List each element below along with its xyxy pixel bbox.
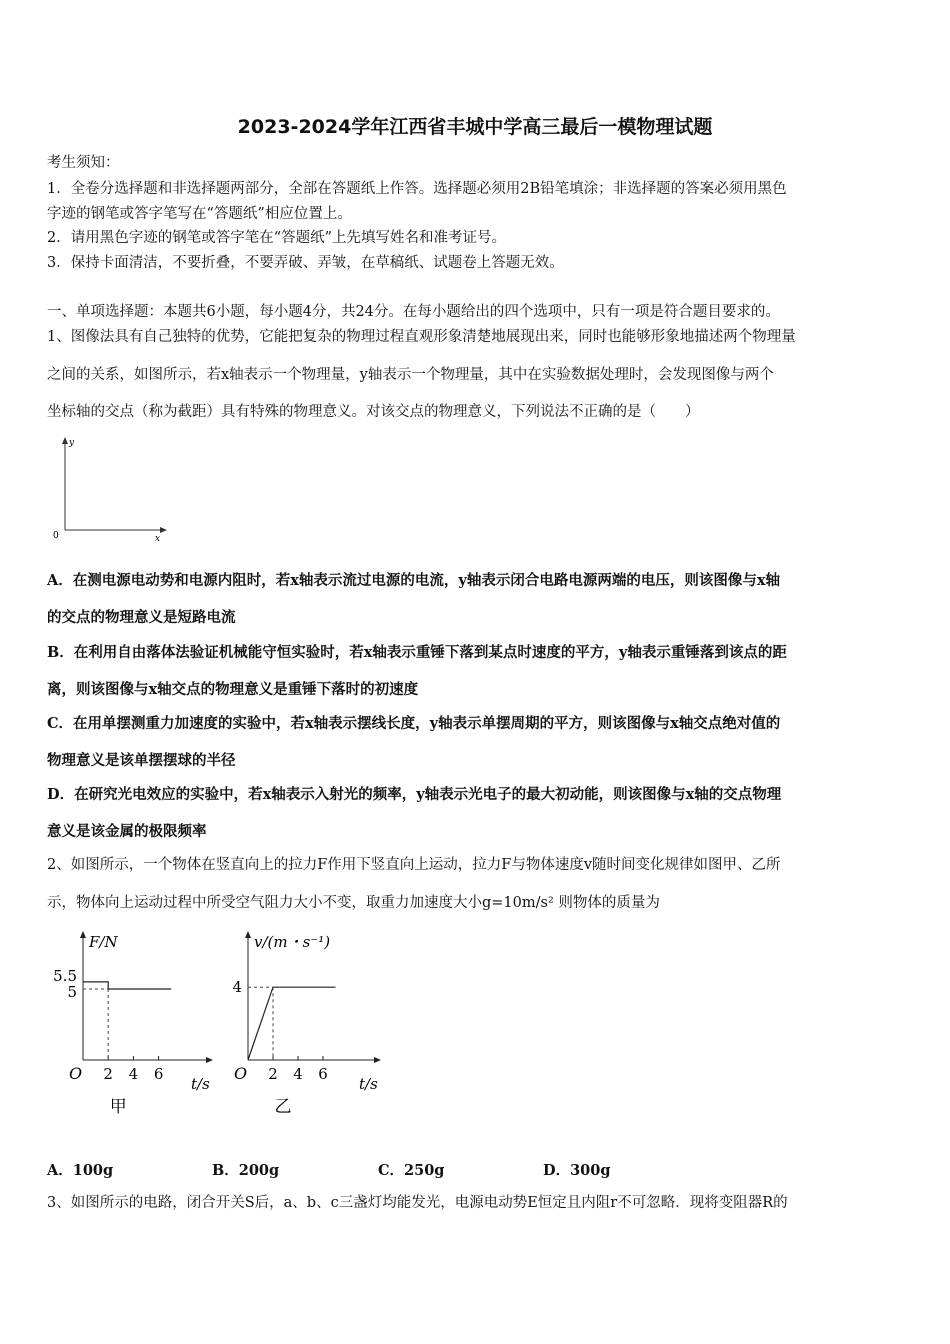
- q1-option-c-cont: 物理意义是该单摆摆球的半径: [47, 752, 236, 769]
- q1-option-d-cont: 意义是该金属的极限频率: [47, 823, 207, 840]
- x-tick-label: 6: [153, 1065, 164, 1083]
- section-heading: 一、单项选择题：本题共6小题，每小题4分，共24分。在每小题给出的四个选项中，只有一项是符合题目要求的。: [47, 304, 780, 320]
- y-axis-label: F/N: [89, 933, 118, 951]
- q1-option-a: A．在测电源电动势和电源内阻时，若x轴表示流过电源的电流，y轴表示闭合电路电源两端的电压，则该图像与x轴: [47, 572, 780, 589]
- q1-stem-line: 之间的关系，如图所示，若x轴表示一个物理量，y轴表示一个物理量，其中在实验数据处理时，会发现图像与两个: [47, 367, 774, 383]
- notice-heading: 考生须知：: [47, 155, 120, 171]
- x-tick-label: 6: [318, 1065, 328, 1083]
- q2-option-d: D．300g: [543, 1162, 611, 1179]
- q1-option-b: B．在利用自由落体法验证机械能守恒实验时，若x轴表示重锤下落到某点时速度的平方，y轴表示重锤落到该点的距: [47, 644, 787, 661]
- chart-velocity-time: [226, 923, 396, 1123]
- q2-option-c: C．250g: [378, 1162, 445, 1179]
- y-axis-arrow: [80, 931, 86, 938]
- x-tick-label: 2: [268, 1065, 278, 1083]
- notice-item: 3．保持卡面清洁，不要折叠，不要弄破、弄皱，在草稿纸、试题卷上答题无效。: [47, 255, 564, 271]
- origin-label: O: [69, 1064, 83, 1083]
- x-axis-label: t/s: [359, 1075, 378, 1093]
- origin-label: 0: [53, 531, 59, 541]
- chart-caption: 甲: [109, 1097, 127, 1117]
- series-line-v: [248, 987, 336, 1060]
- y-axis-arrow: [62, 437, 68, 444]
- notice-item: 1．全卷分选择题和非选择题两部分，全部在答题纸上作答。选择题必须用2B铅笔填涂；非选择题的答案必须用黑色: [47, 181, 787, 197]
- notice-item: 2．请用黑色字迹的钢笔或答字笔在“答题纸”上先填写姓名和准考证号。: [47, 230, 507, 246]
- q1-stem-line: 1、图像法具有自己独特的优势，它能把复杂的物理过程直观形象清楚地展现出来，同时也能够形象地描述两个物理量: [47, 329, 796, 345]
- q2-option-a: A．100g: [47, 1162, 114, 1179]
- chart-caption: 乙: [274, 1097, 292, 1117]
- q1-option-a-cont: 的交点的物理意义是短路电流: [47, 609, 236, 626]
- x-axis-label: x: [155, 534, 161, 544]
- y-axis-arrow: [245, 931, 251, 938]
- x-tick-label: 4: [293, 1065, 303, 1083]
- x-tick-label: 4: [128, 1065, 139, 1083]
- chart-force-time: [48, 923, 230, 1123]
- x-axis-label: t/s: [191, 1075, 210, 1093]
- y-axis-label: y: [69, 438, 75, 448]
- y-tick-label: 5: [67, 983, 77, 1001]
- q2-stem-line: 示，物体向上运动过程中所受空气阻力大小不变，取重力加速度大小g=10m/s² 则物体的质量为: [47, 895, 660, 911]
- y-tick-label: 4: [232, 978, 242, 997]
- q1-option-d: D．在研究光电效应的实验中，若x轴表示入射光的频率，y轴表示光电子的最大初动能，则该图像与x轴的交点物理: [47, 786, 782, 803]
- y-tick-label: 5.5: [53, 966, 77, 985]
- series-line-F: [83, 982, 171, 989]
- origin-label: O: [234, 1064, 248, 1083]
- q2-option-b: B．200g: [212, 1162, 280, 1179]
- x-tick-label: 2: [103, 1065, 113, 1083]
- q1-option-c: C．在用单摆测重力加速度的实验中，若x轴表示摆线长度，y轴表示单摆周期的平方，则该图像与x轴交点绝对值的: [47, 715, 781, 732]
- q2-stem-line: 2、如图所示，一个物体在竖直向上的拉力F作用下竖直向上运动，拉力F与物体速度v随时间变化规律如图甲、乙所: [47, 857, 781, 873]
- q1-stem-line: 坐标轴的交点（称为截距）具有特殊的物理意义。对该交点的物理意义，下列说法不正确的是（ ）: [47, 404, 700, 420]
- q1-option-b-cont: 离，则该图像与x轴交点的物理意义是重锤下落时的初速度: [47, 681, 419, 698]
- x-axis-arrow: [160, 527, 167, 533]
- q3-stem-line: 3、如图所示的电路，闭合开关S后，a、b、c三盏灯均能发光，电源电动势E恒定且内阻r不可忽略．现将变阻器R的: [47, 1195, 788, 1211]
- q1-axes-figure: [44, 430, 174, 545]
- exam-title: 2023-2024学年江西省丰城中学高三最后一模物理试题: [237, 116, 713, 138]
- notice-item: 字迹的钢笔或答字笔写在“答题纸”相应位置上。: [47, 206, 352, 222]
- x-axis-arrow: [374, 1057, 381, 1063]
- x-axis-arrow: [206, 1057, 213, 1063]
- y-axis-label: v/(m・s⁻¹): [254, 933, 331, 951]
